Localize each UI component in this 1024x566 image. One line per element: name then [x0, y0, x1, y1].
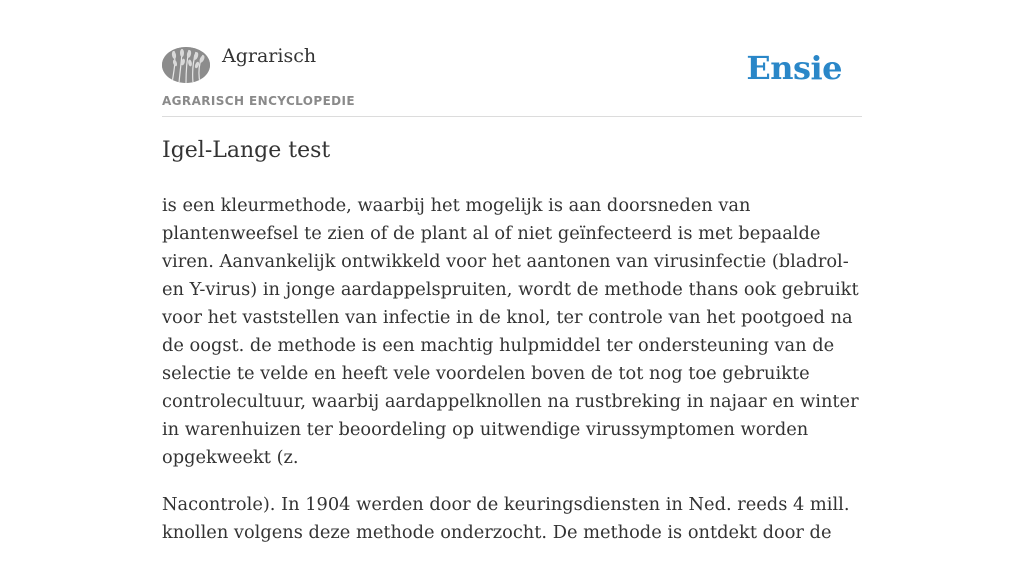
page	[162, 0, 862, 543]
article-paragraph: is een kleurmethode, waarbij het mogelijk is aan doorsneden van plantenweefsel te zien of de plant al of niet geïnfecteerd is met bepaalde viren. Aanvankelijk ontwikkeld voor het aantonen van virusinfectie (bladrol- en Y-virus) in jonge aardappelspruiten, wordt de methode thans ook gebruikt voor het vaststellen van infectie in de knol, ter controle van het pootgoed na de oogst. de methode is een machtig hulpmiddel ter ondersteuning van de selectie te velde en heeft vele voordelen boven de tot nog toe gebruikte controlecultuur, waarbij aardappelknollen na rustbreking in najaar en winter in warenhuizen ter beoordeling op uitwendige virussymptomen worden opgekweekt (z.	[162, 195, 859, 468]
article-title: Igel-Lange test	[162, 138, 331, 163]
site-subtitle: AGRARISCH ENCYCLOPEDIE	[162, 94, 355, 108]
wheat-icon	[162, 47, 210, 83]
site-logo[interactable]	[162, 47, 210, 83]
article-paragraph: Nacontrole). In 1904 werden door de keuringsdiensten in Ned. reeds 4 mill. knollen volgens deze methode onderzocht. De methode is ontdekt door de	[162, 494, 850, 543]
ensie-logo[interactable]: Ensie	[746, 49, 842, 87]
site-name[interactable]: Agrarisch	[222, 45, 317, 67]
site-header	[162, 0, 862, 117]
article-body	[162, 192, 872, 566]
